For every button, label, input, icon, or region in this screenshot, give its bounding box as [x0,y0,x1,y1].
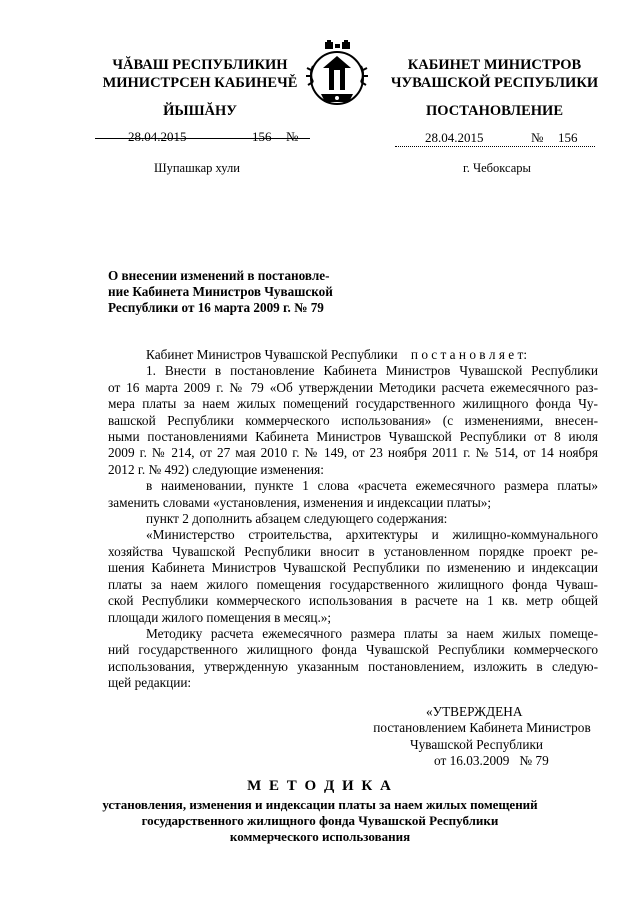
title-line: Республики от 16 марта 2009 г. № 79 [108,300,324,315]
document-title [108,268,398,316]
text-line: шения Кабинета Министров Чувашской Республики по изменению и индексации [108,560,598,576]
header-right-doc-type: ПОСТАНОВЛЕНИЕ [425,103,563,119]
paragraph-item-2-intro: пункт 2 дополнить абзацем следующего содержания: [146,511,448,527]
methodology-subtitle [80,797,560,845]
paragraph-quote [108,527,598,625]
text-line: 2009 г. № 214, от 27 мая 2010 г. № 149, от 23 ноября 2011 г. № 514, от 14 ноября [108,445,598,461]
methodology-line2: государственного жилищного фонда Чувашской Республики [141,813,499,828]
header-left-number: 156 [252,129,272,144]
header-left-city: Шупашкар хули [154,161,240,175]
text-line: в наименовании, пункте 1 слова «расчета ежемесячного размера платы» [146,478,598,494]
text-line: от 16 марта 2009 г. № 79 «Об утверждении Методики расчета ежемесячного раз- [108,379,598,395]
approval-line3: Чувашской Республики [410,736,544,752]
header-right-title [382,56,607,92]
text-line: площади жилого помещения в месяц.»; [108,609,332,625]
text-line: 1. Внести в постановление Кабинета Министров Чувашской Республики [146,363,598,379]
text-line: ний государственного жилищного фонда Чувашской Республики коммерческого [108,642,598,658]
text-line: ской Республики коммерческого использования в расчете на 1 кв. метр общей [108,593,598,609]
text-line: Методику расчета ежемесячного размера платы за наем жилых помеще- [146,625,598,641]
text-line: ными постановлениями Кабинета Министров Чувашской Республики от 8 июля [108,429,598,445]
preamble-text: Кабинет Министров Чувашской Республики [146,347,398,362]
methodology-heading: М Е Т О Д И К А [247,778,393,794]
header-right-line2: ЧУВАШСКОЙ РЕСПУБЛИКИ [390,75,599,91]
text-line: заменить словами «установления, изменения и индексации платы»; [108,494,492,510]
header-right-number-sign: № [531,130,544,145]
text-line: 2012 г. № 492) следующие изменения: [108,461,324,477]
emblem [301,40,373,106]
preamble-resolves: п о с т а н о в л я е т: [410,347,528,362]
approval-block [362,704,602,770]
text-line: вашской Республики коммерческого использования» (с изменениями, внесен- [108,412,598,428]
header-left-date: 28.04.2015 [128,129,187,144]
paragraph-preamble [108,347,598,363]
text-line: щей редакции: [108,675,192,691]
approval-line2: постановлением Кабинета Министров [373,720,591,736]
header-left-title [95,56,305,92]
paragraph-item-1 [108,363,598,478]
text-line: мера платы за наем жилых помещений государственного жилищного фонда Чу- [108,396,598,412]
paragraph-methodology [108,626,598,692]
text-line: хозяйства Чувашской Республики вносит в установленном порядке проект ре- [108,543,598,559]
approval-line4: от 16.03.2009 № 79 [434,753,549,769]
document-body [108,347,598,692]
text-line: «Министерство строительства, архитектуры и жилищно-коммунального [146,527,598,543]
header-left-line1: ЧĂВАШ РЕСПУБЛИКИН [112,57,288,73]
text-line: платы за наем жилого помещения государственного жилищного фонда Чуваш- [108,576,598,592]
header-right-number: 156 [558,130,578,145]
header-right-city: г. Чебоксары [463,161,531,175]
text-line: использования, утвержденную указанным постановлением, изложить в следую- [108,658,598,674]
methodology-line3: коммерческого использования [229,829,411,844]
title-line: ние Кабинета Министров Чувашской [108,284,333,299]
header-left-doc-type: ЙЫШĂНУ [163,103,237,119]
header-left-line2: МИНИСТРСЕН КАБИНЕЧĚ [102,75,298,91]
approval-line1: «УТВЕРЖДЕНА [426,704,523,719]
header-left-number-sign: № [286,129,299,144]
header-right-date: 28.04.2015 [425,130,484,145]
paragraph-naming-change [108,478,598,511]
title-line: О внесении изменений в постановле- [108,268,330,283]
emblem-image [301,40,373,106]
methodology-line1: установления, изменения и индексации платы за наем жилых помещений [102,797,538,812]
header-right-line1: КАБИНЕТ МИНИСТРОВ [407,57,582,73]
